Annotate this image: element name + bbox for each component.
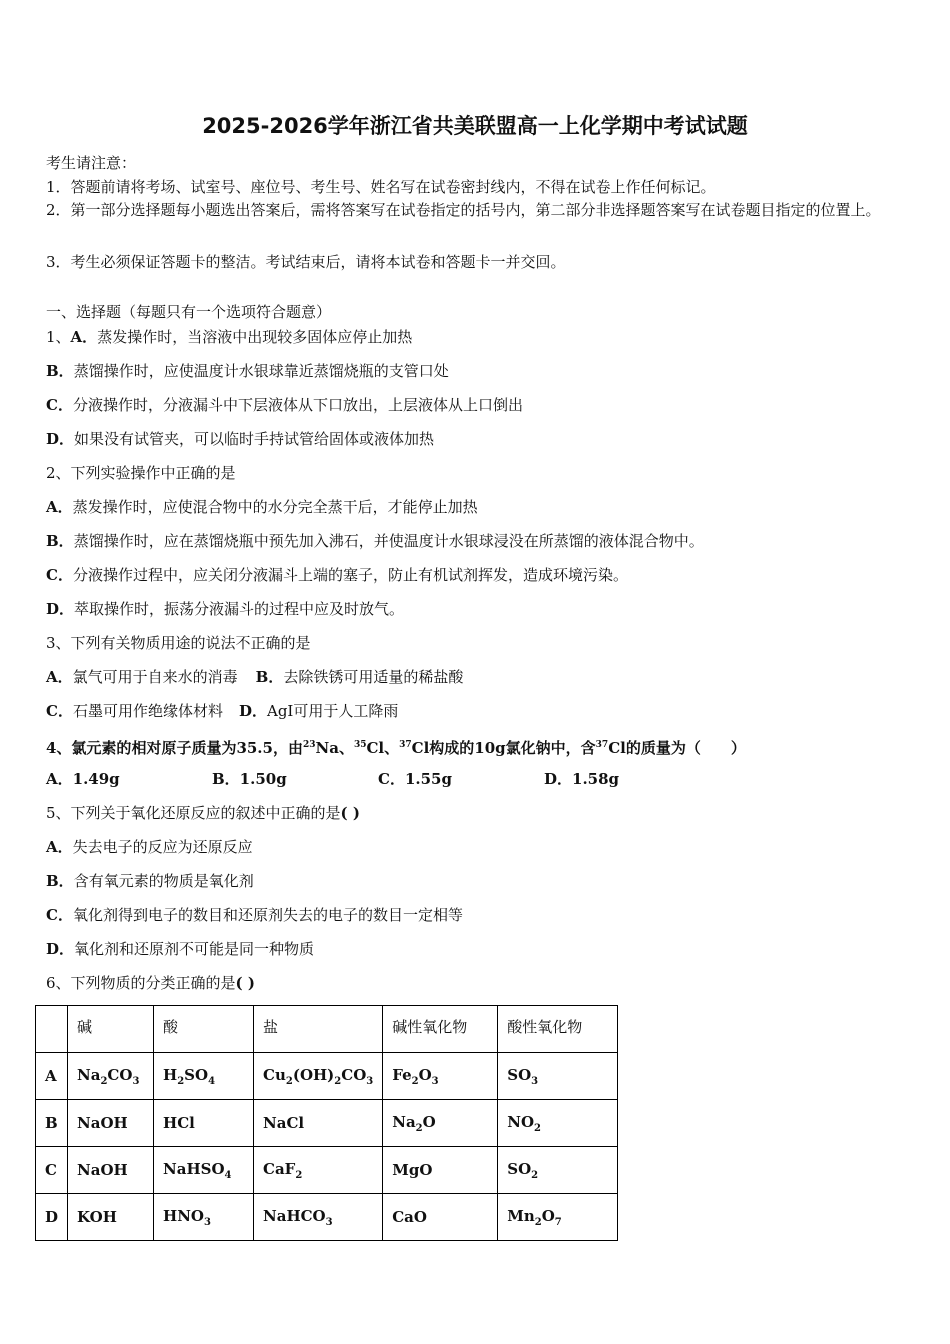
- formula-part: CO: [107, 1065, 133, 1084]
- q6-paren: ( ): [235, 974, 255, 992]
- formula-part: Na: [392, 1112, 416, 1131]
- formula-subscript: 2: [334, 1075, 342, 1087]
- q5-stem: [46, 803, 360, 823]
- formula-subscript: 3: [325, 1216, 333, 1228]
- q4-cl-2: Cl构成的10g氯化钠中，含: [411, 739, 596, 757]
- q1-letter-b: B．: [46, 362, 74, 380]
- formula-cell: [383, 1053, 498, 1100]
- q4-options: [46, 769, 619, 789]
- formula-part: Mn: [507, 1206, 535, 1225]
- formula-cell: [154, 1194, 254, 1241]
- q1-option-d-text: 如果没有试管夹，可以临时手持试管给固体或液体加热: [74, 430, 435, 448]
- formula-part: MgO: [392, 1161, 433, 1179]
- formula-cell: [254, 1053, 383, 1100]
- q1-number: 1、: [46, 328, 71, 346]
- q3-letter-d: D．: [238, 702, 267, 720]
- q4-mass-35: 35: [353, 740, 367, 750]
- formula-part: SO: [507, 1065, 532, 1084]
- q4-stem: [46, 735, 746, 758]
- formula-part: NaOH: [77, 1114, 128, 1132]
- formula-part: Na: [77, 1065, 101, 1084]
- row-label: C: [36, 1147, 68, 1194]
- q1-option-b: [46, 361, 449, 381]
- q5-option-b: [46, 871, 254, 891]
- formula-cell: [154, 1100, 254, 1147]
- formula-cell: [254, 1100, 383, 1147]
- q1-option-c-text: 分液操作时，分液漏斗中下层液体从下口放出，上层液体从上口倒出: [72, 396, 523, 414]
- formula-subscript: 7: [554, 1216, 562, 1228]
- q5-option-c: [46, 905, 463, 925]
- q3-options-ab: [46, 667, 463, 687]
- q1-option-d: [46, 429, 434, 449]
- formula-cell: [154, 1053, 254, 1100]
- table-row: [36, 1100, 618, 1147]
- q5-option-a: [46, 837, 253, 857]
- q3-stem: 3、下列有关物质用途的说法不正确的是: [46, 634, 311, 652]
- q1-letter-c: C．: [46, 396, 73, 414]
- notice-item-3: 3．考生必须保证答题卡的整洁。考试结束后，请将本试卷和答题卡一并交回。: [46, 253, 566, 271]
- q2-option-c-text: 分液操作过程中，应关闭分液漏斗上端的塞子，防止有机试剂挥发，造成环境污染。: [72, 566, 628, 584]
- formula-cell: [68, 1053, 154, 1100]
- q3-letter-b: B．: [255, 668, 284, 686]
- q2-stem: 2、下列实验操作中正确的是: [46, 464, 236, 482]
- formula-subscript: 2: [534, 1122, 541, 1134]
- q2-letter-a: A．: [46, 498, 73, 516]
- q6-stem-pre: 6、下列物质的分类正确的是: [46, 974, 236, 992]
- formula-subscript: 2: [285, 1075, 293, 1087]
- q2-option-a-text: 蒸发操作时，应使混合物中的水分完全蒸干后，才能停止加热: [72, 498, 478, 516]
- formula-cell: [154, 1147, 254, 1194]
- q5-letter-b: B．: [46, 872, 74, 890]
- formula-subscript: 2: [531, 1169, 539, 1181]
- formula-cell: [498, 1053, 618, 1100]
- q4-na: Na、: [315, 739, 354, 757]
- q5-option-d: [46, 939, 314, 959]
- q4-stem-pre: 4、氯元素的相对原子质量为35.5，由: [46, 739, 303, 757]
- classification-table: [35, 1005, 618, 1241]
- q5-stem-pre: 5、下列关于氧化还原反应的叙述中正确的是: [46, 804, 341, 822]
- formula-cell: [68, 1194, 154, 1241]
- q1-option-b-text: 蒸馏操作时，应使温度计水银球靠近蒸馏烧瓶的支管口处: [73, 362, 449, 380]
- q3-options-cd: [46, 701, 398, 721]
- q2-option-c: [46, 565, 628, 585]
- formula-part: NaCl: [263, 1114, 305, 1132]
- formula-subscript: 2: [415, 1122, 423, 1134]
- q4-mass-37: 37: [399, 740, 412, 750]
- formula-subscript: 2: [100, 1075, 108, 1087]
- formula-cell: [254, 1147, 383, 1194]
- formula-subscript: 3: [132, 1075, 140, 1087]
- q5-option-c-text: 氧化剂得到电子的数目和还原剂失去的电子的数目一定相等: [72, 906, 463, 924]
- q2-letter-c: C．: [46, 566, 73, 584]
- formula-cell: [383, 1147, 498, 1194]
- section-heading: 一、选择题（每题只有一个选项符合题意）: [46, 303, 332, 321]
- table-row: [36, 1053, 618, 1100]
- q4-option-b: B．1.50g: [212, 770, 287, 788]
- formula-cell: [498, 1100, 618, 1147]
- formula-part: CaO: [392, 1208, 427, 1226]
- q1-letter-a: A．: [70, 328, 98, 346]
- formula-part: O: [422, 1112, 436, 1131]
- formula-cell: [68, 1100, 154, 1147]
- q3-letter-a: A．: [46, 668, 73, 686]
- q5-letter-a: A．: [46, 838, 73, 856]
- formula-subscript: 4: [224, 1169, 232, 1181]
- q5-letter-d: D．: [46, 940, 75, 958]
- formula-subscript: 2: [295, 1169, 303, 1181]
- table-header-cell: 酸: [154, 1006, 254, 1053]
- formula-part: CO: [341, 1065, 367, 1084]
- q2-option-d-text: 萃取操作时，振荡分液漏斗的过程中应及时放气。: [74, 600, 405, 618]
- formula-cell: [498, 1147, 618, 1194]
- formula-part: Fe: [392, 1065, 412, 1084]
- table-header-cell: 酸性氧化物: [498, 1006, 618, 1053]
- row-label: B: [36, 1100, 68, 1147]
- formula-subscript: 2: [534, 1216, 542, 1228]
- formula-part: Cu: [263, 1065, 286, 1084]
- q5-option-b-text: 含有氧元素的物质是氧化剂: [73, 872, 254, 890]
- q3-option-d-text: AgI可用于人工降雨: [266, 702, 399, 720]
- q4-mass-37b: 37: [595, 740, 609, 750]
- q3-letter-c: C．: [46, 702, 73, 720]
- formula-part: SO: [184, 1065, 209, 1084]
- q5-paren: ( ): [340, 804, 360, 822]
- formula-cell: [383, 1100, 498, 1147]
- page-title: 2025-2026学年浙江省共美联盟高一上化学期中考试试题: [202, 114, 748, 138]
- formula-part: (OH): [292, 1065, 335, 1084]
- formula-cell: [68, 1147, 154, 1194]
- q2-option-a: [46, 497, 478, 517]
- formula-subscript: 3: [431, 1075, 439, 1087]
- table-header-cell: 碱: [68, 1006, 154, 1053]
- formula-part: HCl: [163, 1114, 195, 1132]
- q4-stem-post: Cl的质量为（ ）: [608, 739, 746, 757]
- table-row: [36, 1147, 618, 1194]
- formula-part: NaOH: [77, 1161, 128, 1179]
- formula-part: KOH: [77, 1208, 117, 1226]
- q2-letter-b: B．: [46, 532, 74, 550]
- table-header-row: [36, 1006, 618, 1053]
- q2-option-b-text: 蒸馏操作时，应在蒸馏烧瓶中预先加入沸石，并使温度计水银球浸没在所蒸馏的液体混合物中。: [73, 532, 704, 550]
- formula-part: NaHSO: [163, 1159, 225, 1178]
- q4-option-d: D．1.58g: [544, 770, 620, 788]
- row-label: D: [36, 1194, 68, 1241]
- q1-letter-d: D．: [46, 430, 75, 448]
- formula-subscript: 2: [177, 1075, 185, 1087]
- q4-cl-1: Cl、: [366, 739, 400, 757]
- q6-stem: [46, 973, 255, 993]
- notice-heading: 考生请注意：: [46, 154, 137, 172]
- formula-cell: [383, 1194, 498, 1241]
- formula-cell: [254, 1194, 383, 1241]
- formula-subscript: 4: [208, 1075, 216, 1087]
- q2-option-b: [46, 531, 704, 551]
- q1-option-a-text: 蒸发操作时，当溶液中出现较多固体应停止加热: [97, 328, 413, 346]
- table-header-cell: [36, 1006, 68, 1053]
- table-header-cell: 碱性氧化物: [383, 1006, 498, 1053]
- q3-option-a-text: 氯气可用于自来水的消毒: [72, 668, 238, 686]
- q2-option-d: [46, 599, 404, 619]
- formula-part: HNO: [163, 1206, 204, 1225]
- table-header-cell: 盐: [254, 1006, 383, 1053]
- formula-part: H: [163, 1065, 178, 1084]
- q1-option-c: [46, 395, 523, 415]
- formula-part: NO: [507, 1112, 535, 1131]
- formula-part: CaF: [263, 1159, 296, 1178]
- q5-option-a-text: 失去电子的反应为还原反应: [72, 838, 253, 856]
- notice-item-1: 1．答题前请将考场、试室号、座位号、考生号、姓名写在试卷密封线内，不得在试卷上作任何标记。: [46, 178, 716, 196]
- q1-option-a: [46, 327, 412, 347]
- formula-subscript: 2: [411, 1075, 419, 1087]
- q3-option-b-text: 去除铁锈可用适量的稀盐酸: [283, 668, 464, 686]
- q5-option-d-text: 氧化剂和还原剂不可能是同一种物质: [74, 940, 315, 958]
- q3-option-c-text: 石墨可用作绝缘体材料: [72, 702, 223, 720]
- formula-cell: [498, 1194, 618, 1241]
- notice-item-2: 2．第一部分选择题每小题选出答案后，需将答案写在试卷指定的括号内，第二部分非选择题答案写在试卷题目指定的位置上。: [46, 201, 881, 219]
- formula-part: SO: [507, 1159, 532, 1178]
- formula-subscript: 3: [366, 1075, 374, 1087]
- formula-subscript: 3: [203, 1216, 211, 1228]
- q4-mass-23: 23: [302, 740, 316, 750]
- q2-letter-d: D．: [46, 600, 75, 618]
- formula-subscript: 3: [531, 1075, 539, 1087]
- table-row: [36, 1194, 618, 1241]
- q4-option-c: C．1.55g: [378, 770, 452, 788]
- formula-part: O: [541, 1206, 555, 1225]
- q4-option-a: A．1.49g: [46, 770, 120, 788]
- formula-part: O: [418, 1065, 432, 1084]
- formula-part: NaHCO: [263, 1206, 326, 1225]
- row-label: A: [36, 1053, 68, 1100]
- q5-letter-c: C．: [46, 906, 73, 924]
